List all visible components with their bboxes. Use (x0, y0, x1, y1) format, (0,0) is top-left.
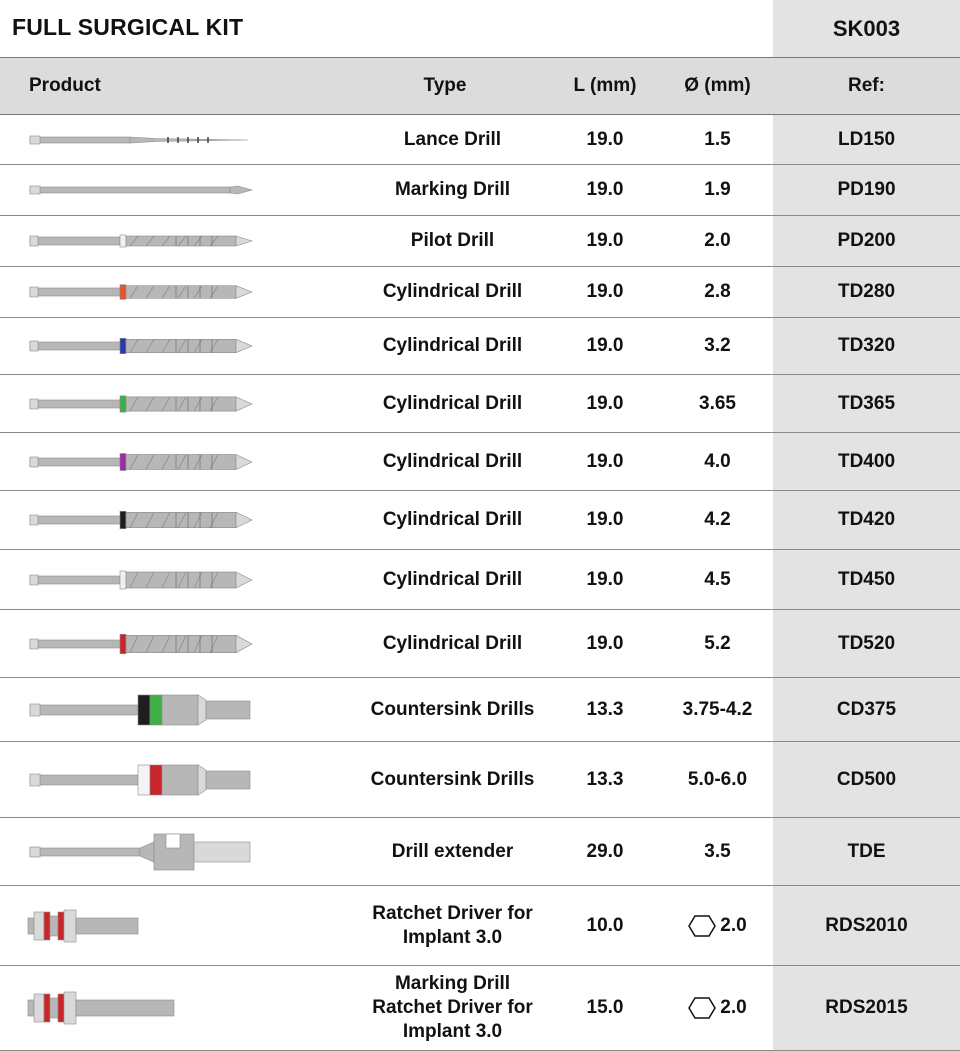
lance-drill-icon (26, 120, 266, 160)
diameter-cell: 4.2 (704, 509, 731, 530)
ref-cell: RDS2010 (773, 886, 960, 965)
table-row (0, 678, 960, 742)
table-row (0, 610, 960, 678)
product-image-cell (0, 165, 300, 215)
length-cell: 19.0 (586, 392, 624, 414)
table-row (0, 216, 960, 267)
type-line: Implant 3.0 (402, 926, 503, 948)
type-cell: Drill extender (391, 840, 514, 862)
hex-diameter (688, 914, 746, 938)
header-product: Product (29, 75, 101, 96)
cylindrical-drill-icon (26, 624, 266, 664)
ref-cell: TD280 (773, 267, 960, 317)
product-image-cell (0, 818, 300, 885)
hexagon-icon (688, 914, 716, 938)
table-row (0, 550, 960, 610)
header-row (0, 58, 960, 115)
type-line: Ratchet Driver for (372, 997, 533, 1018)
table-row (0, 318, 960, 375)
diameter-value: 2.0 (720, 997, 747, 1018)
ref-cell: CD500 (773, 742, 960, 817)
ref-cell: TD450 (773, 550, 960, 609)
table-row (0, 886, 960, 966)
product-image-cell (0, 267, 300, 317)
cylindrical-drill-icon (26, 560, 266, 600)
type-cell (340, 886, 565, 965)
length-cell: 19.0 (586, 509, 624, 530)
table-row (0, 818, 960, 886)
cylindrical-drill-icon (26, 384, 266, 424)
diameter-cell: 2.0 (704, 230, 731, 251)
marking-drill-icon (26, 170, 266, 210)
countersink-drill-icon (26, 760, 266, 800)
cylindrical-drill-icon (26, 272, 266, 312)
type-cell: Lance Drill (403, 128, 502, 150)
type-cell: Cylindrical Drill (382, 450, 523, 472)
diameter-cell: 3.2 (704, 335, 731, 356)
length-cell: 19.0 (586, 230, 624, 251)
length-cell: 19.0 (586, 281, 624, 302)
diameter-cell (660, 886, 775, 965)
ref-cell: PD190 (773, 165, 960, 215)
table-row (0, 267, 960, 318)
product-image-cell (0, 678, 300, 741)
diameter-cell (660, 966, 775, 1050)
ref-cell: TD320 (773, 318, 960, 374)
ref-cell: TD365 (773, 375, 960, 432)
length-cell: 29.0 (586, 840, 624, 862)
kit-code: SK003 (773, 0, 960, 57)
diameter-cell: 1.5 (704, 128, 731, 150)
cylindrical-drill-icon (26, 500, 266, 540)
type-cell: Cylindrical Drill (382, 335, 523, 356)
table-row (0, 966, 960, 1051)
diameter-cell: 1.9 (704, 179, 731, 200)
product-image-cell (0, 433, 300, 490)
table-title: FULL SURGICAL KIT (12, 14, 244, 40)
ref-cell: PD200 (773, 216, 960, 266)
type-cell: Cylindrical Drill (382, 632, 523, 654)
pilot-drill-icon (26, 221, 266, 261)
ref-cell: TD420 (773, 491, 960, 549)
product-image-cell (0, 216, 300, 266)
length-cell: 19.0 (586, 179, 624, 200)
length-cell: 19.0 (586, 632, 624, 654)
ratchet-driver-long-icon (26, 988, 266, 1028)
diameter-cell: 3.75-4.2 (682, 698, 753, 720)
ref-cell: CD375 (773, 678, 960, 741)
product-image-cell (0, 115, 300, 164)
header-length: L (mm) (573, 75, 637, 96)
product-image-cell (0, 610, 300, 677)
table-row (0, 375, 960, 433)
ref-cell: TDE (773, 818, 960, 885)
product-image-cell (0, 550, 300, 609)
diameter-cell: 3.65 (699, 392, 736, 414)
title-bar (0, 0, 960, 58)
length-cell: 15.0 (586, 997, 624, 1018)
type-cell (340, 966, 565, 1050)
header-diameter: Ø (mm) (684, 75, 751, 96)
type-cell: Cylindrical Drill (382, 568, 523, 590)
product-image-cell (0, 375, 300, 432)
length-cell: 19.0 (586, 568, 624, 590)
type-line: Implant 3.0 (402, 1021, 503, 1042)
type-cell: Countersink Drills (370, 698, 535, 720)
hexagon-icon (688, 996, 716, 1020)
type-cell: Cylindrical Drill (382, 392, 523, 414)
table-row (0, 433, 960, 491)
type-line: Ratchet Driver for (372, 902, 533, 924)
length-cell: 10.0 (586, 914, 624, 936)
hex-diameter (688, 996, 746, 1020)
diameter-value: 2.0 (720, 914, 747, 936)
product-image-cell (0, 742, 300, 817)
product-image-cell (0, 886, 300, 965)
diameter-cell: 4.0 (704, 450, 731, 472)
ratchet-driver-icon (26, 906, 266, 946)
length-cell: 19.0 (586, 128, 624, 150)
ref-cell: LD150 (773, 115, 960, 164)
diameter-cell: 4.5 (704, 568, 731, 590)
length-cell: 13.3 (586, 768, 624, 790)
ref-cell: TD520 (773, 610, 960, 677)
diameter-cell: 5.0-6.0 (687, 768, 748, 790)
diameter-cell: 5.2 (704, 632, 731, 654)
table-row (0, 115, 960, 165)
type-cell: Marking Drill (394, 179, 511, 200)
product-image-cell (0, 966, 300, 1050)
length-cell: 19.0 (586, 450, 624, 472)
product-image-cell (0, 318, 300, 374)
table-row (0, 742, 960, 818)
header-ref: Ref: (848, 75, 885, 96)
cylindrical-drill-icon (26, 326, 266, 366)
diameter-cell: 2.8 (704, 281, 731, 302)
type-cell: Cylindrical Drill (382, 281, 523, 302)
table-row (0, 491, 960, 550)
drill-extender-icon (26, 832, 266, 872)
header-type: Type (423, 75, 467, 96)
diameter-cell: 3.5 (704, 840, 731, 862)
length-cell: 19.0 (586, 335, 624, 356)
product-image-cell (0, 491, 300, 549)
ref-cell: RDS2015 (773, 966, 960, 1050)
ref-cell: TD400 (773, 433, 960, 490)
type-cell: Cylindrical Drill (382, 509, 523, 530)
cylindrical-drill-icon (26, 442, 266, 482)
type-cell: Countersink Drills (370, 768, 535, 790)
table-row (0, 165, 960, 216)
type-line: Marking Drill (394, 973, 511, 994)
length-cell: 13.3 (586, 698, 624, 720)
type-cell: Pilot Drill (410, 230, 495, 251)
countersink-drill-icon (26, 690, 266, 730)
